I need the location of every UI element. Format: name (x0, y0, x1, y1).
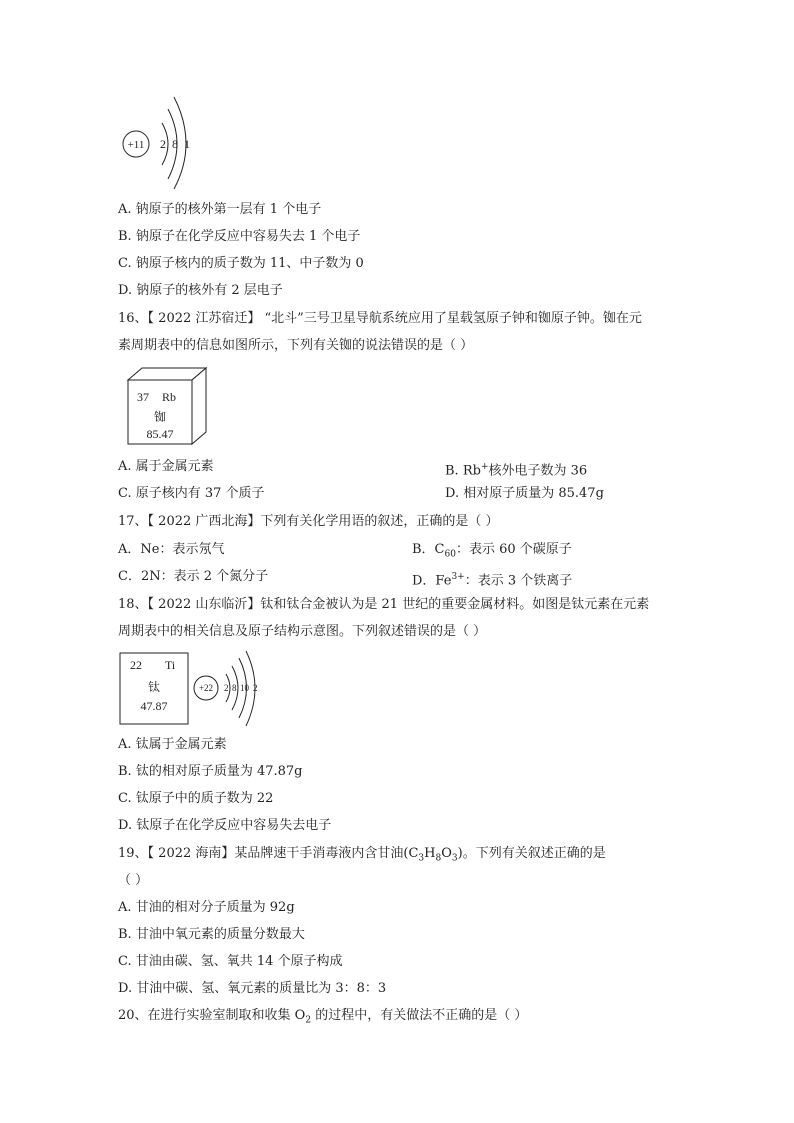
q15-option-c: C. 钠原子核内的质子数为 11、中子数为 0 (118, 256, 364, 271)
ti-shell-4-count: 2 (253, 683, 258, 693)
q17-stem: 17、【 2022 广西北海】下列有关化学用语的叙述，正确的是（ ） (118, 514, 499, 529)
ti-symbol: Ti (165, 658, 176, 672)
q16-option-b: B. Rb+核外电子数为 36 (445, 462, 588, 479)
q15-option-d: D. 钠原子的核外有 2 层电子 (118, 283, 283, 298)
q16-stem-line1: 16、【 2022 江苏宿迁】 “北斗”三号卫星导航系统应用了星载氢原子钟和铷原子钟。铷在元 (118, 311, 642, 326)
titanium-element-card (119, 652, 191, 726)
q18-option-d: D. 钛原子在化学反应中容易失去电子 (118, 818, 332, 833)
sodium-nucleus-label: +11 (127, 139, 145, 151)
sodium-shell-1-count: 2 (160, 137, 166, 151)
titanium-atom-diagram (190, 650, 272, 728)
q19-option-c: C. 甘油由碳、氢、氧共 14 个原子构成 (118, 954, 343, 969)
q18-option-c: C. 钛原子中的质子数为 22 (118, 791, 274, 806)
rb-symbol: Rb (162, 390, 177, 404)
q19-stem-line2: （ ） (118, 873, 149, 888)
q15-option-a: A. 钠原子的核外第一层有 1 个电子 (118, 202, 322, 217)
q18-stem-line1: 18、【 2022 山东临沂】钛和钛合金被认为是 21 世纪的重要金属材料。如图是钛元素在元素 (118, 597, 650, 612)
rb-name: 铷 (153, 410, 167, 424)
rb-atomic-mass: 85.47 (146, 427, 174, 441)
ti-nucleus-label: +22 (198, 683, 214, 693)
q17-option-b: B．$C_{60}$：表示 60 个碳原子 (412, 542, 572, 560)
q17-option-d: D．$Fe^{3+}$：表示 3 个铁离子 (412, 572, 573, 589)
ti-atomic-mass: 47.87 (140, 699, 168, 713)
q17-option-a: A．Ne：表示氖气 (118, 542, 225, 557)
rb-atomic-number: 37 (137, 390, 149, 404)
ti-name: 钛 (147, 680, 161, 694)
q19-option-b: B. 甘油中氧元素的质量分数最大 (118, 927, 305, 942)
q18-stem-line2: 周期表中的相关信息及原子结构示意图。下列叙述错误的是（ ） (118, 624, 487, 639)
q16-stem-line2: 素周期表中的信息如图所示，下列有关铷的说法错误的是（ ） (118, 338, 474, 353)
q17-option-c: C．2N：表示 2 个氮分子 (118, 569, 269, 584)
ti-shell-3-count: 10 (240, 683, 249, 693)
q15-option-b: B. 钠原子在化学反应中容易失去 1 个电子 (118, 229, 361, 244)
q16-option-c: C. 原子核内有 37 个质子 (118, 486, 265, 501)
q20-stem: 20、在进行实验室制取和收集 $O_2$ 的过程中，有关做法不正确的是（ ） (118, 1008, 528, 1026)
q19-stem-line1: 19、【 2022 海南】某品牌速干手消毒液内含甘油$(C_3H_8O_3)$。下列有关叙述正确的是 (118, 846, 606, 864)
rubidium-element-card (124, 366, 210, 448)
q19-option-d: D. 甘油中碳、氢、氧元素的质量比为 3：8：3 (118, 981, 387, 996)
q16-option-d: D. 相对原子质量为 85.47g (445, 486, 604, 501)
q19-option-a: A. 甘油的相对分子质量为 92g (118, 900, 295, 915)
sodium-shell-3-count: 1 (184, 137, 190, 151)
ti-shell-1-count: 2 (224, 683, 229, 693)
sodium-atom-diagram (118, 95, 208, 191)
q18-option-b: B. 钛的相对原子质量为 47.87g (118, 764, 303, 779)
q18-option-a: A. 钛属于金属元素 (118, 737, 227, 752)
q16-option-a: A. 属于金属元素 (118, 459, 214, 474)
sodium-shell-2-count: 8 (172, 137, 178, 151)
ti-shell-2-count: 8 (232, 683, 237, 693)
ti-atomic-number: 22 (130, 658, 142, 672)
